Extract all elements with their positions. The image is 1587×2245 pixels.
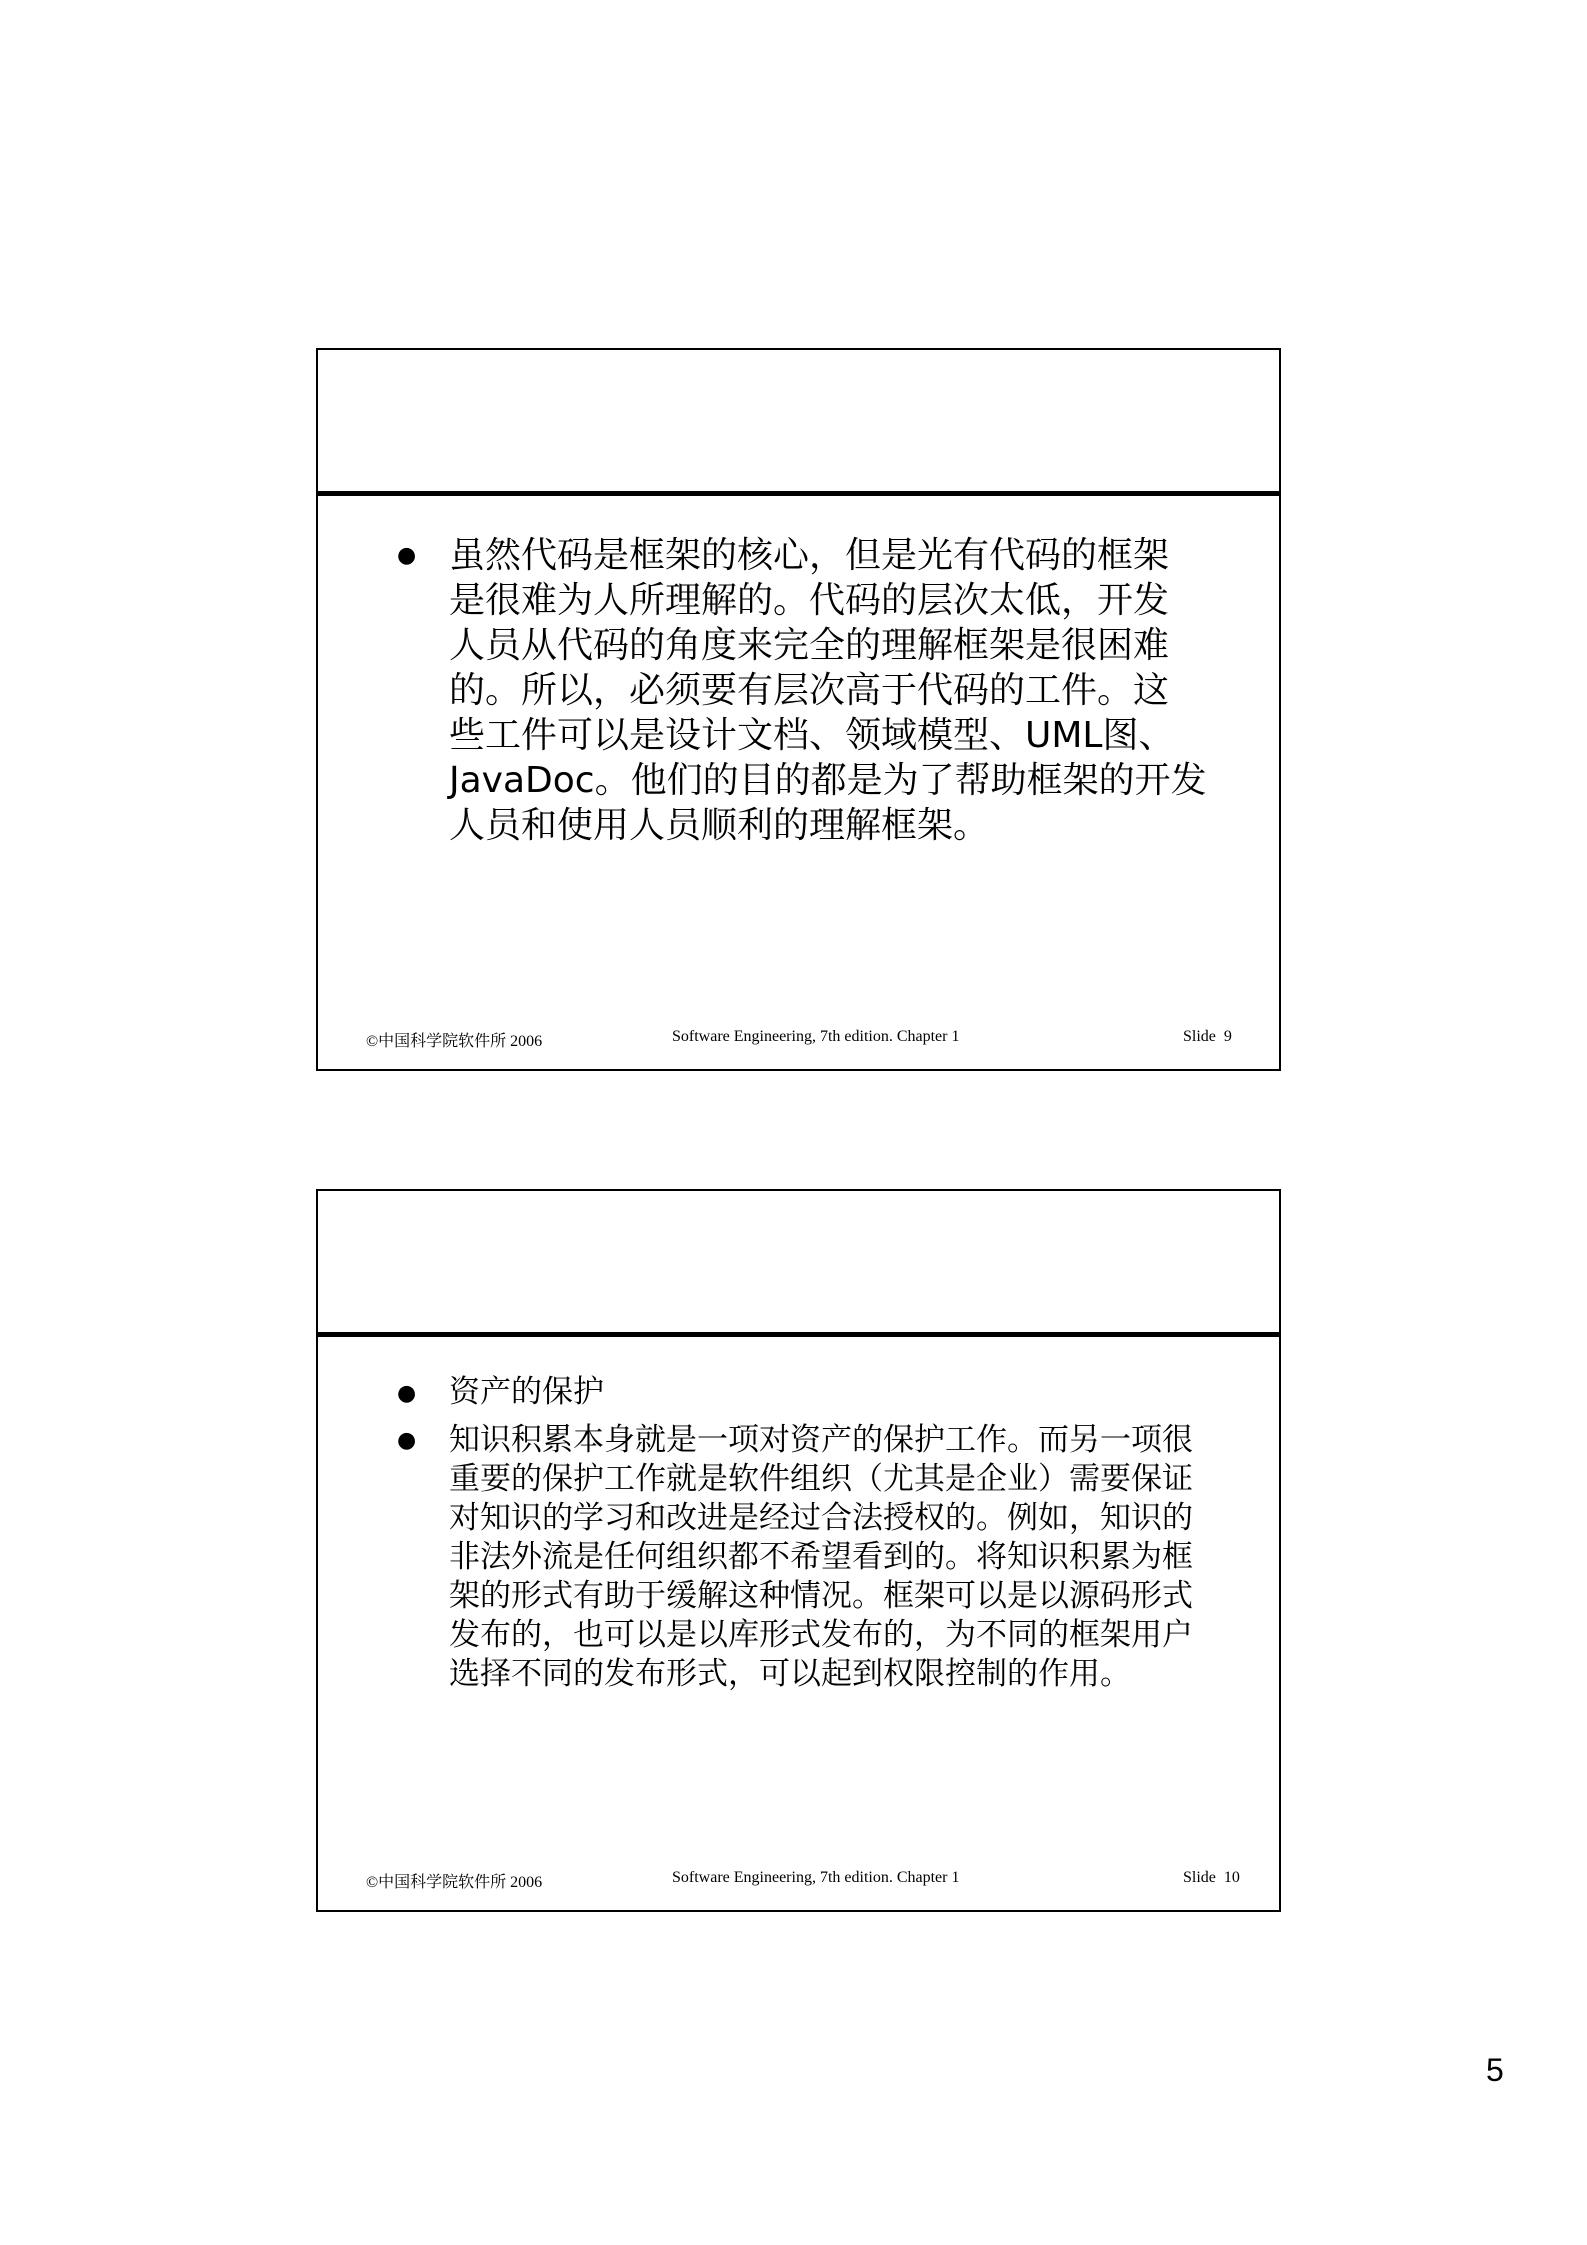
text-line: 些工件可以是设计文档、领域模型、UML图、 xyxy=(449,715,1175,756)
text-line: 人员和使用人员顺利的理解框架。 xyxy=(449,805,990,846)
text-line: 发布的，也可以是以库形式发布的，为不同的框架用户 xyxy=(449,1617,1193,1653)
slide-9 xyxy=(316,348,1281,1071)
page-number: 5 xyxy=(1486,2052,1504,2088)
footer-copyright: ©中国科学院软件所 2006 xyxy=(366,1874,543,1891)
text-line: 人员从代码的角度来完全的理解框架是很困难 xyxy=(449,625,1170,666)
text-line: 对知识的学习和改进是经过合法授权的。例如，知识的 xyxy=(449,1500,1193,1536)
footer-title: Software Engineering, 7th edition. Chapter 1 xyxy=(672,1869,960,1886)
footer-title: Software Engineering, 7th edition. Chapter 1 xyxy=(672,1028,960,1045)
text-line: 虽然代码是框架的核心，但是光有代码的框架 xyxy=(449,535,1170,576)
text-line: 的。所以，必须要有层次高于代码的工件。这 xyxy=(449,670,1170,711)
title-divider xyxy=(318,491,1279,496)
text-line: 架的形式有助于缓解这种情况。框架可以是以源码形式 xyxy=(449,1578,1193,1614)
footer-slide-number: Slide 10 xyxy=(1183,1869,1240,1886)
bullet-icon: ● xyxy=(397,1381,417,1406)
text-line: 非法外流是任何组织都不希望看到的。将知识积累为框 xyxy=(449,1539,1193,1575)
bullet-icon: ● xyxy=(397,543,417,568)
slide-10 xyxy=(316,1189,1281,1912)
slide-bullet-2 xyxy=(449,1421,1193,1694)
title-divider xyxy=(318,1332,1279,1337)
footer-slide-number: Slide 9 xyxy=(1183,1028,1232,1045)
text-line: 知识积累本身就是一项对资产的保护工作。而另一项很 xyxy=(449,1422,1193,1458)
text-line: JavaDoc。他们的目的都是为了帮助框架的开发 xyxy=(449,760,1207,801)
text-line: 重要的保护工作就是软件组织（尤其是企业）需要保证 xyxy=(449,1461,1193,1497)
bullet-icon: ● xyxy=(397,1428,417,1453)
text-line: 资产的保护 xyxy=(449,1374,604,1410)
footer-copyright: ©中国科学院软件所 2006 xyxy=(366,1033,543,1050)
text-line: 是很难为人所理解的。代码的层次太低，开发 xyxy=(449,580,1170,621)
slide-bullet-1 xyxy=(449,1373,604,1412)
slide-body-text xyxy=(449,533,1207,848)
text-line: 选择不同的发布形式，可以起到权限控制的作用。 xyxy=(449,1656,1131,1692)
